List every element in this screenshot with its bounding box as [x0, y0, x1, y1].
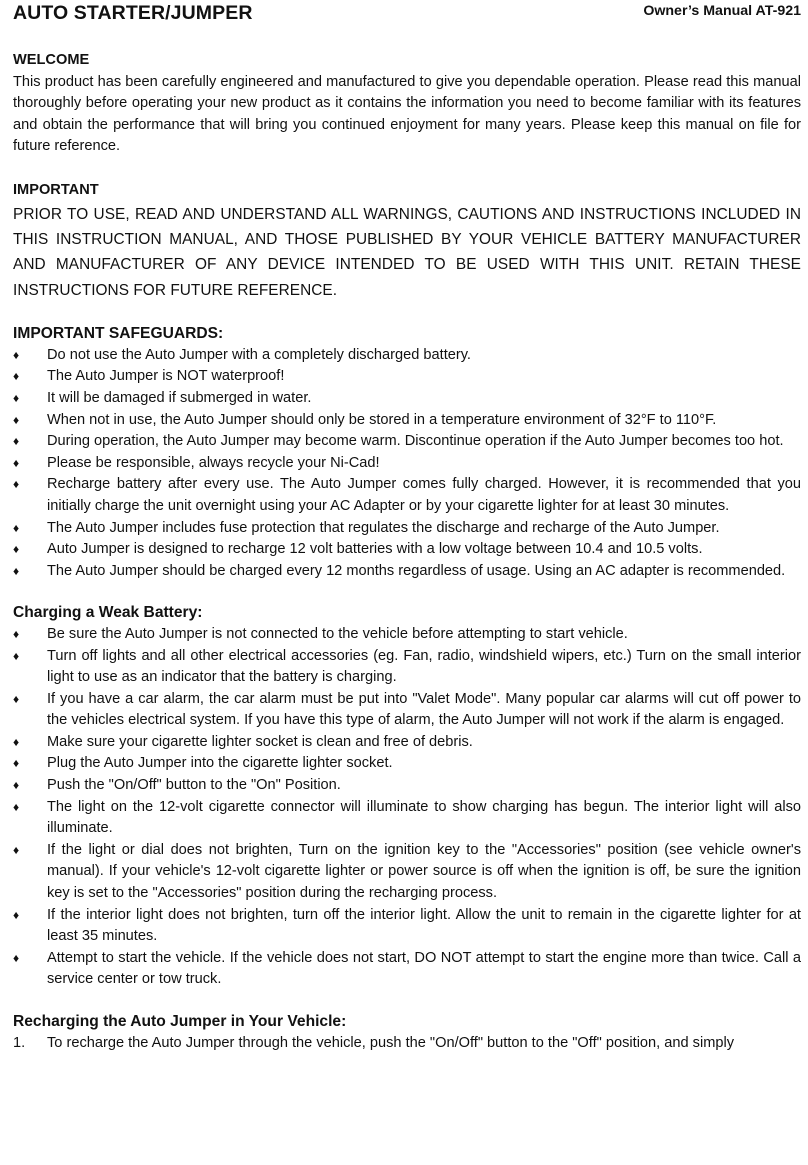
- bullet-diamond-icon: ♦: [13, 520, 20, 535]
- charging-steps-list: [13, 624, 801, 991]
- charging-step: [13, 646, 801, 689]
- charging-step: [13, 948, 801, 991]
- safeguard-item-text: Please be responsible, always recycle your Ni-Cad!: [47, 454, 380, 471]
- safeguards-list: [13, 345, 801, 583]
- manual-page: [13, 0, 801, 1054]
- important-text: PRIOR TO USE, READ AND UNDERSTAND ALL WARNINGS, CAUTIONS AND INSTRUCTIONS INCLUDED IN THIS INSTRUCTION MANUAL, AND THOSE PUBLISHED BY YOUR VEHICLE BATTERY MANUFACTURER AND MANUFACTURER OF ANY DEVICE INTENDED TO BE USED WITH THIS UNIT. RETAIN THESE INSTRUCTIONS FOR FUTURE REFERENCE.: [13, 205, 801, 299]
- safeguard-item-text: Recharge battery after every use. The Auto Jumper comes fully charged. However, it is recommended that you initially charge the unit overnight using your AC Adapter or by your cigarette lighter for at least 30 minutes.: [47, 476, 801, 514]
- charging-step: [13, 840, 801, 905]
- charging-step-text: Attempt to start the vehicle. If the vehicle does not start, DO NOT attempt to start the engine more than twice. Call a service center or tow truck.: [47, 949, 801, 988]
- safeguard-item: [13, 345, 801, 367]
- recharging-section: [13, 1011, 801, 1054]
- bullet-diamond-icon: ♦: [13, 734, 20, 749]
- welcome-heading: WELCOME: [13, 52, 90, 68]
- safeguard-item-text: The Auto Jumper includes fuse protection that regulates the discharge and recharge of the Auto Jumper.: [47, 519, 720, 536]
- safeguard-item: [13, 539, 801, 561]
- safeguard-item: [13, 561, 801, 583]
- charging-heading: Charging a Weak Battery:: [13, 604, 203, 622]
- bullet-diamond-icon: ♦: [13, 778, 20, 793]
- step-number: 1.: [13, 1034, 26, 1051]
- charging-step-text: If the light or dial does not brighten, Turn on the ignition key to the "Accessories" position (see vehicle owner's manual). If your vehicle's 12-volt cigarette lighter or power source is off when the ignition is off, be sure the ignition key is set to the "Accessories" position during the recharging process.: [47, 841, 801, 902]
- charging-step: [13, 797, 801, 840]
- recharging-heading: Recharging the Auto Jumper in Your Vehicle:: [13, 1013, 347, 1030]
- welcome-text: This product has been carefully engineered and manufactured to give you dependable operation. Please read this manual thoroughly before operating your new product as it contains the information you need to become familiar with its features and obtain the performance that will bring you continued enjoyment for many years. Please keep this manual on file for future reference.: [13, 73, 801, 155]
- page-header: [13, 0, 801, 38]
- safeguard-item-text: During operation, the Auto Jumper may become warm. Discontinue operation if the Auto Jumper becomes too hot.: [47, 433, 784, 450]
- charging-step: [13, 753, 801, 775]
- charging-step: [13, 732, 801, 754]
- charging-step-text: Make sure your cigarette lighter socket is clean and free of debris.: [47, 733, 473, 750]
- charging-step-text: Turn off lights and all other electrical accessories (eg. Fan, radio, windshield wipers, etc.) Turn on the small interior light to use as an indicator that the battery is charging.: [47, 647, 801, 686]
- safeguard-item-text: When not in use, the Auto Jumper should only be stored in a temperature environment of 32°F to 110°F.: [47, 411, 717, 428]
- welcome-section: [13, 50, 801, 158]
- bullet-diamond-icon: ♦: [13, 542, 20, 557]
- bullet-diamond-icon: ♦: [13, 756, 20, 771]
- bullet-diamond-icon: ♦: [13, 434, 20, 449]
- bullet-diamond-icon: ♦: [13, 477, 20, 492]
- safeguard-item-text: Auto Jumper is designed to recharge 12 volt batteries with a low voltage between 10.4 and 10.5 volts.: [47, 541, 703, 558]
- safeguard-item: [13, 410, 801, 432]
- safeguards-section: [13, 323, 801, 582]
- document-title: AUTO STARTER/JUMPER: [13, 2, 253, 24]
- recharging-step-text: To recharge the Auto Jumper through the vehicle, push the "On/Off" button to the "Off" position, and simply: [47, 1034, 735, 1051]
- safeguards-heading: IMPORTANT SAFEGUARDS:: [13, 325, 224, 343]
- charging-step-text: Be sure the Auto Jumper is not connected to the vehicle before attempting to start vehicle.: [47, 625, 628, 642]
- bullet-diamond-icon: ♦: [13, 648, 20, 663]
- recharging-step: [13, 1033, 801, 1055]
- bullet-diamond-icon: ♦: [13, 412, 20, 427]
- bullet-diamond-icon: ♦: [13, 691, 20, 706]
- charging-step-text: Push the "On/Off" button to the "On" Position.: [47, 777, 341, 794]
- safeguard-item: [13, 518, 801, 540]
- bullet-diamond-icon: ♦: [13, 799, 20, 814]
- safeguard-item-text: The Auto Jumper should be charged every 12 months regardless of usage. Using an AC adapter is recommended.: [47, 562, 786, 579]
- safeguard-item-text: Do not use the Auto Jumper with a completely discharged battery.: [47, 346, 471, 363]
- charging-step-text: If the interior light does not brighten, turn off the interior light. Allow the unit to remain in the cigarette lighter for at least 35 minutes.: [47, 906, 801, 945]
- safeguard-item: [13, 431, 801, 453]
- safeguard-item: [13, 366, 801, 388]
- bullet-diamond-icon: ♦: [13, 390, 20, 405]
- manual-identifier: Owner’s Manual AT-921: [643, 3, 801, 19]
- important-heading: IMPORTANT: [13, 181, 99, 198]
- bullet-diamond-icon: ♦: [13, 907, 20, 922]
- charging-step-text: Plug the Auto Jumper into the cigarette lighter socket.: [47, 755, 393, 772]
- charging-step: [13, 905, 801, 948]
- charging-step: [13, 689, 801, 732]
- recharging-steps-list: [13, 1033, 801, 1055]
- safeguard-item: [13, 453, 801, 475]
- charging-step: [13, 624, 801, 646]
- charging-step-text: If you have a car alarm, the car alarm must be put into "Valet Mode". Many popular car alarms will cut off power to the vehicles electrical system. If you have this type of alarm, the Auto Jumper will not work if the alarm is engaged.: [47, 690, 801, 729]
- charging-step: [13, 775, 801, 797]
- bullet-diamond-icon: ♦: [13, 369, 20, 384]
- safeguard-item-text: The Auto Jumper is NOT waterproof!: [47, 368, 285, 385]
- bullet-diamond-icon: ♦: [13, 347, 20, 362]
- important-section: [13, 180, 801, 303]
- charging-step-text: The light on the 12-volt cigarette connector will illuminate to show charging has begun. The interior light will also illuminate.: [47, 798, 801, 837]
- bullet-diamond-icon: ♦: [13, 455, 20, 470]
- bullet-diamond-icon: ♦: [13, 563, 20, 578]
- bullet-diamond-icon: ♦: [13, 950, 20, 965]
- safeguard-item: [13, 474, 801, 517]
- safeguard-item-text: It will be damaged if submerged in water.: [47, 389, 312, 406]
- bullet-diamond-icon: ♦: [13, 842, 20, 857]
- safeguard-item: [13, 388, 801, 410]
- charging-section: [13, 602, 801, 991]
- bullet-diamond-icon: ♦: [13, 626, 20, 641]
